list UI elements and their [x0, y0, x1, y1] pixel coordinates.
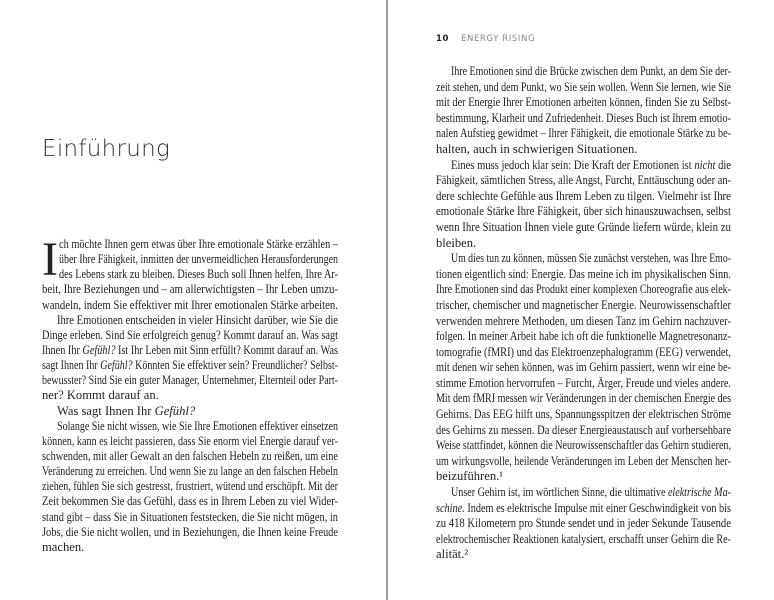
text-line	[436, 407, 731, 423]
text-segment: Könnten Sie effektiver sein? Freundlicher? Selbst-	[132, 358, 338, 373]
text-segment: Jobs, die Sie nicht wollen, und in Beziehungen, die Ihnen keine Freude	[42, 524, 338, 539]
text-segment: Ihre Emotionen sind die Brücke zwischen dem Punkt, an dem Sie der-	[451, 64, 731, 78]
text-line	[42, 525, 338, 540]
text-segment: dere schlechte Gefühle aus Ihrem Leben zu tilgen. Vielmehr ist Ihre	[436, 188, 731, 203]
text-segment: Gehirns. Das EEG hilft uns, Spannungsspitzen der elektrischen Ströme	[436, 407, 731, 422]
text-line	[436, 173, 731, 189]
text-segment: mit denen wir sehen können, was im Gehirn passiert, wenn wir eine be-	[436, 360, 731, 375]
text-line	[436, 220, 731, 236]
paragraph	[436, 158, 731, 252]
text-line	[436, 298, 731, 314]
text-segment: Dinge erleben. Sind Sie erfolgreich genug? Kommt darauf an. Was sagt	[42, 327, 338, 342]
text-line	[42, 343, 338, 358]
text-line	[42, 252, 338, 267]
text-segment: Um dies tun zu können, müssen Sie zunächst verstehen, was Ihre Emo-	[451, 251, 731, 266]
italic-text: schine.	[436, 500, 465, 515]
running-head	[436, 34, 535, 44]
text-line	[42, 434, 338, 449]
text-line	[436, 438, 731, 454]
text-line	[42, 298, 338, 313]
chapter-title: Einführung	[42, 136, 171, 162]
text-line	[436, 251, 731, 267]
text-segment: können, kann es leicht passieren, dass Sie enorm viel Energie darauf ver-	[42, 433, 338, 448]
text-segment: mit der Energie Ihrer Emotionen arbeiten können, finden Sie zu Selbst-	[436, 95, 731, 110]
text-segment: Ihnen Ihr	[42, 342, 83, 357]
text-segment: um wirkungsvolle, heilende Veränderungen im Leben der Menschen her-	[436, 453, 731, 468]
text-segment: ner? Kommt darauf an.	[42, 388, 159, 403]
text-segment: Unser Gehirn ist, im wörtlichen Sinne, die ultimative	[451, 485, 668, 500]
text-line	[436, 95, 731, 111]
text-line	[42, 494, 338, 509]
text-line	[436, 236, 731, 252]
text-line	[436, 423, 731, 439]
text-line	[436, 376, 731, 392]
text-line	[42, 540, 338, 555]
text-segment: halten, auch in schwierigen Situationen.	[436, 141, 638, 156]
text-segment: Zeit bekommen Sie das Gefühl, dass es in Ihrem Leben zu viel Wider-	[42, 494, 338, 509]
text-line	[42, 282, 338, 297]
text-line	[436, 501, 731, 517]
text-segment: elektrochemischer Reaktionen katalysiert, erschafft unser Gehirn die Re-	[436, 531, 731, 546]
right-page	[388, 0, 774, 600]
text-line	[436, 267, 731, 283]
italic-text: nicht	[694, 157, 716, 172]
text-line	[42, 373, 338, 388]
text-segment: Mit dem fMRI messen wir Veränderungen in der chemischen Energie des	[436, 391, 731, 406]
text-line	[42, 313, 338, 328]
right-body-text	[436, 64, 731, 563]
text-line	[42, 388, 338, 403]
text-segment: stand gibt – dass Sie in Situationen feststecken, die Sie nicht mögen, in	[42, 509, 338, 524]
text-line	[436, 469, 731, 485]
text-line	[42, 419, 338, 434]
text-segment: sagt Ihnen Ihr	[42, 358, 101, 373]
text-line	[436, 282, 731, 298]
text-segment: des Gehirns zu messen. Da dieser Energieaustausch auf vorhersehbare	[436, 422, 731, 437]
paragraph	[436, 64, 731, 158]
paragraph	[42, 404, 338, 419]
text-segment: Indem es elektrische Impulse mit einer Geschwindigkeit von bis	[464, 500, 731, 515]
text-line	[42, 237, 338, 252]
text-segment: zu 418 Kilometern pro Stunde sendet und in jeder Sekunde Tausende	[436, 516, 731, 531]
text-line	[436, 126, 731, 142]
text-line	[436, 391, 731, 407]
text-segment: bleiben.	[436, 235, 477, 250]
text-line	[42, 464, 338, 479]
text-segment: trischer, chemischer und magnetischer Energie. Neurowissenschaftler	[436, 297, 731, 312]
text-segment: ziehen, fühlen Sie sich gestresst, frustriert, wütend und erschöpft. Mit der	[42, 479, 338, 494]
text-segment: des Lebens stark zu bleiben. Dieses Buch soll Ihnen helfen, Ihre Ar-	[59, 267, 338, 282]
text-line	[436, 516, 731, 532]
text-line	[436, 485, 731, 501]
paragraph	[436, 485, 731, 563]
text-segment: Veränderung zu erreichen. Und wenn Sie zu lange an den falschen Hebeln	[42, 464, 338, 479]
text-segment: nalen Aufstieg gewidmet – Ihrer Fähigkeit, die emotionale Stärke zu be-	[436, 126, 731, 141]
text-segment: die	[715, 157, 731, 172]
text-line	[436, 454, 731, 470]
text-segment: Fähigkeit, sämtlichen Stress, alle Angst, Furcht, Enttäuschung oder an-	[436, 173, 731, 188]
text-line	[42, 404, 338, 419]
text-line	[436, 64, 731, 80]
text-segment: machen.	[42, 539, 85, 554]
paragraph	[42, 313, 338, 404]
text-line	[436, 345, 731, 361]
text-segment: schwenden, mit aller Gewalt an den falschen Hebeln zu reißen, um eine	[42, 448, 338, 463]
text-line	[42, 510, 338, 525]
text-line	[42, 449, 338, 464]
text-segment: Weise stattfindet, können die Neurowissenschaftler das Gehirn studieren,	[436, 438, 731, 453]
text-segment: Ist Ihr Leben mit Sinn erfüllt? Kommt darauf an. Was	[115, 342, 338, 357]
text-line	[42, 267, 338, 282]
text-segment: Was sagt Ihnen Ihr	[57, 403, 155, 418]
text-line	[436, 80, 731, 96]
drop-cap: I	[42, 233, 58, 286]
text-segment: Ihre Emotionen entscheiden in vieler Hinsicht darüber, wie Sie die	[57, 312, 338, 327]
text-segment: beit, Ihre Beziehungen und – am allerwichtigsten – Ihr Leben umzu-	[42, 282, 338, 297]
text-line	[42, 358, 338, 373]
text-segment: über Ihre Fähigkeit, inmitten der unvermeidlichen Herausforderungen	[59, 252, 338, 267]
text-segment: Eines muss jedoch klar sein: Die Kraft der Emotionen ist	[451, 157, 695, 172]
italic-text: Gefühl?	[154, 403, 196, 418]
text-line	[436, 204, 731, 220]
paragraph	[42, 419, 338, 555]
text-segment: tionen eigentlich sind: Energie. Das meine ich im physikalischen Sinn.	[436, 266, 731, 281]
text-segment: wandeln, indem Sie effektiver mit Ihrer emotionalen Stärke arbeiten.	[42, 297, 338, 312]
text-line	[436, 329, 731, 345]
text-line	[436, 532, 731, 548]
text-line	[436, 547, 731, 563]
text-line	[436, 360, 731, 376]
italic-text: Gefühl?	[82, 342, 116, 357]
text-segment: folgen. In meiner Arbeit habe ich oft die funktionelle Magnetresonanz-	[436, 329, 731, 344]
text-line	[42, 328, 338, 343]
text-line	[42, 479, 338, 494]
italic-text: Gefühl?	[100, 358, 133, 373]
left-body-text	[42, 233, 338, 555]
text-segment: zeit stehen, und dem Punkt, wo Sie sein wollen. Wenn Sie lernen, wie Sie	[436, 79, 731, 94]
paragraph	[42, 233, 338, 313]
text-segment: emotionale Stärke Ihre Fähigkeit, über sich hinauszuwachsen, selbst	[436, 204, 731, 219]
text-segment: wenn Ihre Situation Ihnen viele gute Gründe liefern würde, klein zu	[436, 219, 731, 234]
text-segment: alität.²	[436, 547, 469, 562]
paragraph	[436, 251, 731, 485]
text-line	[436, 158, 731, 174]
text-segment: beizuführen.¹	[436, 469, 504, 484]
text-segment: bewusster? Sind Sie ein guter Manager, Unternehmer, Elternteil oder Part-	[42, 373, 338, 388]
text-segment: verwenden mehrere Methoden, um diesen Tanz im Gehirn nachzuver-	[436, 313, 731, 328]
text-segment: stimme Emotion hervorrufen – Furcht, Ärger, Freude und vieles andere.	[436, 375, 731, 390]
text-segment: bestimmung, Klarheit und Zufriedenheit. Dieses Buch ist Ihrem emotio-	[436, 110, 731, 125]
text-segment: tomografie (fMRI) und das Elektroenzephalogramm (EEG) verwendet,	[436, 344, 731, 359]
text-segment: Solange Sie nicht wissen, wie Sie Ihre Emotionen effektiver einsetzen	[57, 418, 338, 433]
text-line	[436, 189, 731, 205]
text-line	[436, 142, 731, 158]
text-segment: ch möchte Ihnen gern etwas über Ihre emotionale Stärke erzählen –	[59, 237, 338, 251]
text-line	[436, 314, 731, 330]
italic-text: elektrische Ma-	[667, 485, 731, 500]
text-segment: Ihre Emotionen sind das Produkt einer komplexen Choreografie aus elek-	[436, 282, 731, 297]
text-line	[436, 111, 731, 127]
book-title: ENERGY RISING	[461, 34, 536, 44]
page-number: 10	[436, 34, 450, 44]
